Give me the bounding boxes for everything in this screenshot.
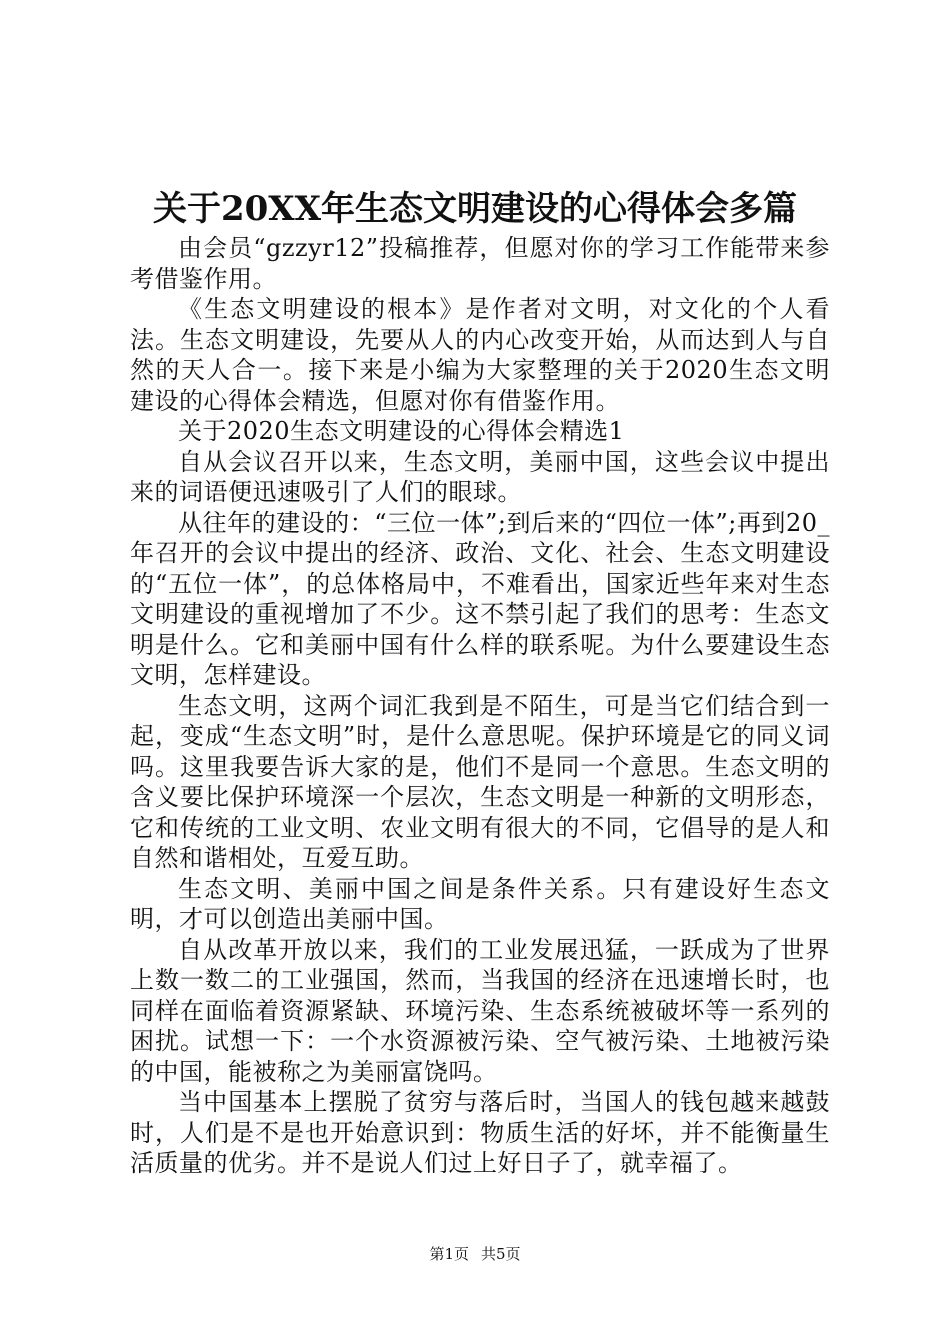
paragraph-intro: 由会员“gzzyr12”投稿推荐，但愿对你的学习工作能带来参考借鉴作用。 (130, 234, 830, 293)
section-heading: 关于2020生态文明建设的心得体会精选1 (178, 417, 625, 445)
document-body (130, 233, 830, 1179)
paragraph-summary: 《生态文明建设的根本》是作者对文明，对文化的个人看法。生态文明建设，先要从人的内心改变开始，从而达到人与自然的天人合一。接下来是小编为大家整理的关于2020生态文明建设的心得体会精选，但愿对你有借鉴作用。 (130, 295, 830, 415)
paragraph: 自从会议召开以来，生态文明，美丽中国，这些会议中提出来的词语便迅速吸引了人们的眼球。 (130, 447, 830, 506)
page-footer (0, 1244, 950, 1264)
paragraph: 生态文明、美丽中国之间是条件关系。只有建设好生态文明，才可以创造出美丽中国。 (130, 874, 830, 933)
page-title: 关于20XX年生态文明建设的心得体会多篇 (152, 189, 798, 229)
paragraph: 当中国基本上摆脱了贫穷与落后时，当国人的钱包越来越鼓时，人们是不是也开始意识到：物质生活的好坏，并不能衡量生活质量的优劣。并不是说人们过上好日子了，就幸福了。 (130, 1088, 830, 1177)
page-number: 第1页 (429, 1245, 469, 1263)
paragraph: 自从改革开放以来，我们的工业发展迅猛，一跃成为了世界上数一数二的工业强国，然而，当我国的经济在迅速增长时，也同样在面临着资源紧缺、环境污染、生态系统被破坏等一系列的困扰。试想一下：一个水资源被污染、空气被污染、土地被污染的中国，能被称之为美丽富饶吗。 (130, 935, 830, 1086)
paragraph: 生态文明，这两个词汇我到是不陌生，可是当它们结合到一起，变成“生态文明”时，是什么意思呢。保护环境是它的同义词吗。这里我要告诉大家的是，他们不是同一个意思。生态文明的含义要比保护环境深一个层次，生态文明是一种新的文明形态，它和传统的工业文明、农业文明有很大的不同，它倡导的是人和自然和谐相处，互爱互助。 (130, 691, 830, 872)
page-total: 共5页 (481, 1245, 521, 1263)
paragraph: 从往年的建设的：“三位一体”;到后来的“四位一体”;再到20_年召开的会议中提出的经济、政治、文化、社会、生态文明建设的“五位一体”，的总体格局中，不难看出，国家近些年来对生态文明建设的重视增加了不少。这不禁引起了我们的思考：生态文明是什么。它和美丽中国有什么样的联系呢。为什么要建设生态文明，怎样建设。 (130, 508, 830, 689)
